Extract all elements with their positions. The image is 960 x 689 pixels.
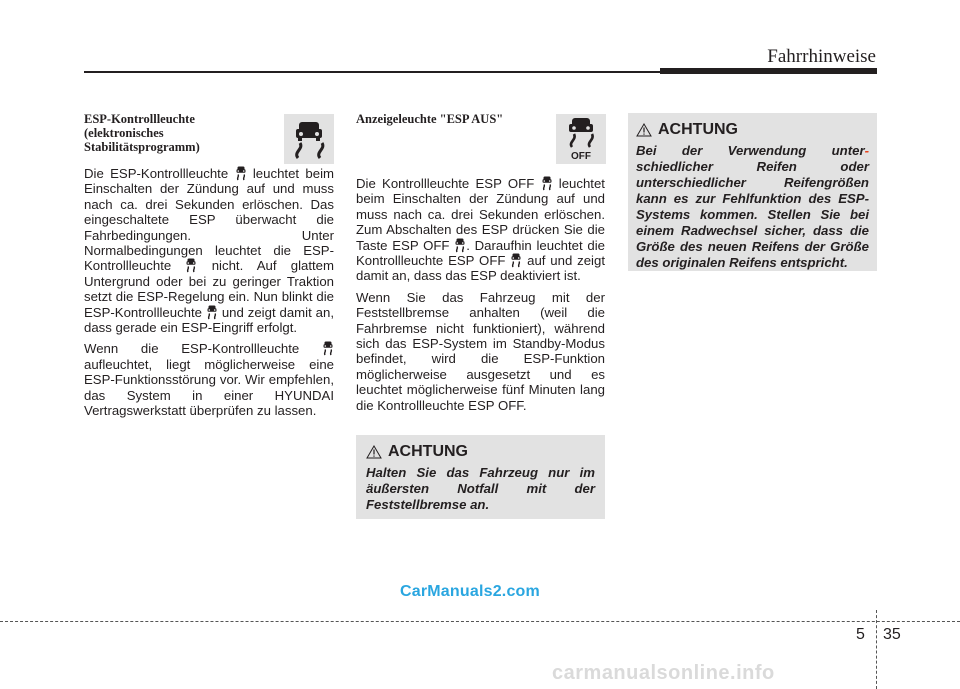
esp-off-indicator-icon: [510, 253, 522, 268]
watermark-carmanualsonline: carmanualsonline.info: [552, 662, 775, 684]
esp-off-warning-light-icon: [556, 114, 606, 164]
esp-indicator-icon: [185, 258, 197, 273]
esp-off-button-icon: [454, 238, 466, 253]
esp-heading: ESP-Kontrollleuchte (elektronisches Stabilitätsprogramm): [84, 112, 200, 154]
esp-paragraph-2: Wenn die ESP-Kontrollleuchte aufleuchtet, liegt möglicherweise eine ESP-Funktionsstörung vor. Wir empfehlen, das System in einer HYUNDAI Vertragswerkstatt überprüfen zu lassen.: [84, 341, 334, 419]
esp-paragraph-1: Die ESP-Kontrollleuchte leuchtet beim Einschalten der Zündung auf und muss nach ca. drei Sekunden erlöschen. Das eingeschaltete ESP überwacht die Fahrbedingungen. Unter Normalbedingungen leuchtet die ESP-Kontrollleuchte nicht. Auf glattem Untergrund oder bei zu geringer Traktion setzt die ESP-Regelung ein. Nun blinkt die ESP-Kontrollleuchte und zeigt damit an, dass gerade ein ESP-Eingriff erfolgt.: [84, 166, 334, 336]
header-rule: [84, 71, 660, 73]
warning-triangle-icon: [366, 445, 382, 459]
esp-indicator-icon: [235, 166, 247, 181]
header-rule-thick: [660, 68, 877, 74]
chapter-number: 5: [856, 626, 865, 643]
esp-indicator-icon: [322, 341, 334, 356]
warning-text: Halten Sie das Fahrzeug nur im äußersten Notfall mit der Feststellbremse an.: [366, 465, 595, 512]
footer-divider: [876, 610, 877, 689]
esp-warning-light-icon: [284, 114, 334, 164]
esp-off-indicator-icon: [541, 176, 553, 191]
esp-off-paragraph-2: Wenn Sie das Fahrzeug mit der Feststellbremse anhalten (weil die Fahrbremse nicht funktioniert), während sich das ESP-System im Standby-Modus befindet, wird die ESP-Funktion möglicherweise ausgesetzt und es leuchtet möglicherweise fünf Minuten lang die Kontrollleuchte ESP OFF.: [356, 289, 605, 413]
section-title: Fahrrhinweise: [767, 46, 876, 67]
esp-off-paragraph-1: Die Kontrollleuchte ESP OFF leuchtet beim Einschalten der Zündung auf und muss nach ca. drei Sekunden erlöschen. Zum Abschalten des ESP drücken Sie die Taste ESP OFF . Daraufhin leuchtet die Kontrollleuchte ESP OFF auf und zeigt damit an, dass das ESP deaktiviert ist.: [356, 176, 605, 284]
warning-box-tires: [628, 113, 877, 271]
off-label: OFF: [571, 151, 591, 162]
warning-title: ACHTUNG: [636, 121, 869, 139]
footer-rule: [0, 621, 960, 622]
esp-indicator-icon: [206, 305, 218, 320]
watermark-carmanuals2: CarManuals2.com: [400, 583, 540, 600]
warning-triangle-icon: [636, 123, 652, 137]
esp-off-heading: Anzeigeleuchte "ESP AUS": [356, 112, 504, 126]
warning-title: ACHTUNG: [366, 443, 595, 461]
page-number: 35: [883, 626, 901, 643]
warning-box-parking-brake: [356, 435, 605, 519]
warning-text: Bei der Verwendung unter- schiedlicher Reifen oder unterschiedlicher Reifengrößen kann es zur Fehlfunktion des ESP-Systems kommen. Stellen Sie bei einem Radwechsel sicher, dass die Größe des neuen Reifens der Größe des originalen Reifens entspricht.: [636, 143, 869, 270]
